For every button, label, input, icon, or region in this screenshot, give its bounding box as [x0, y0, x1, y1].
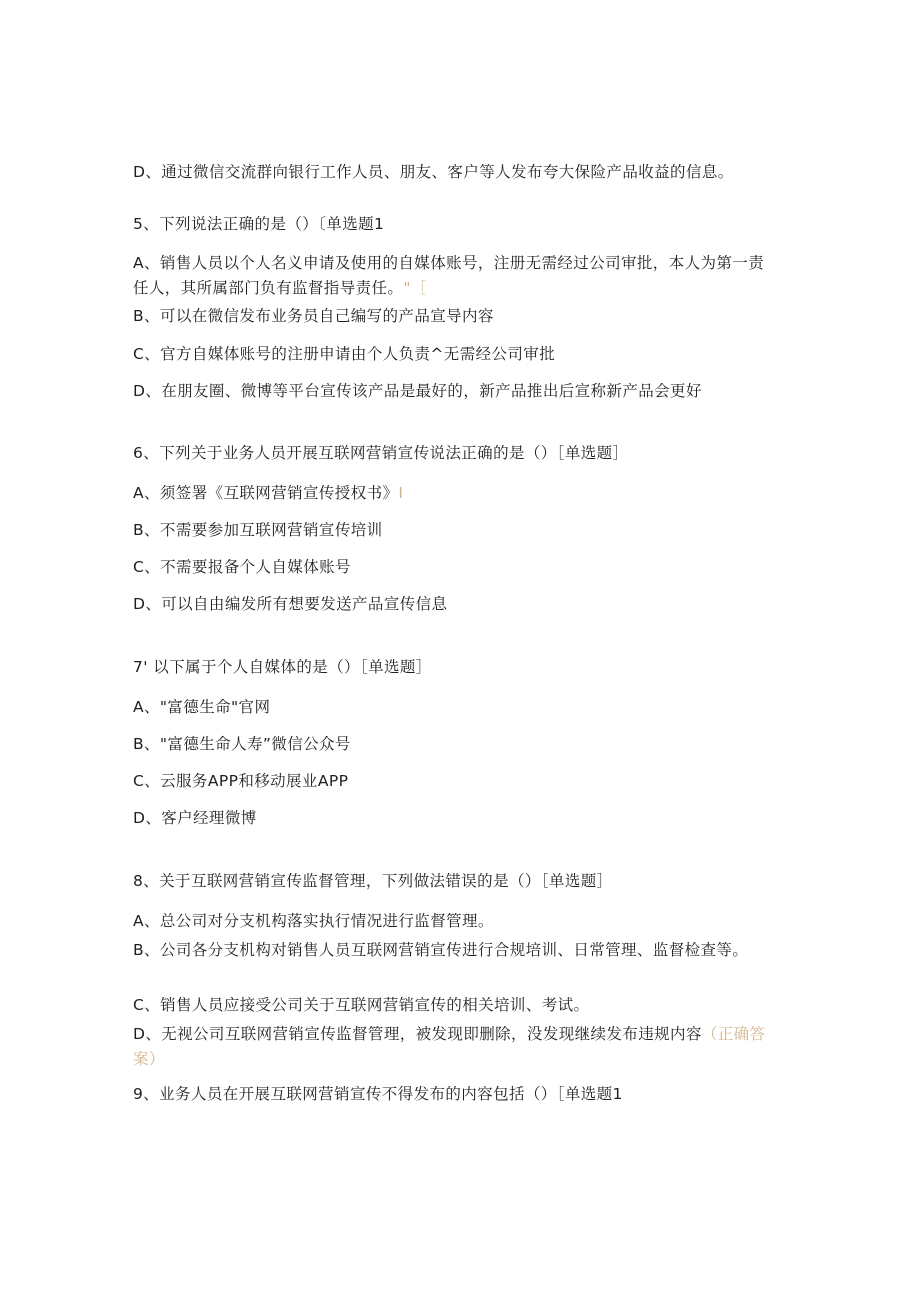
option-q8-b[interactable]: B、公司各分支机构对销售人员互联网营销宣传进行合规培训、日常管理、监督检查等。: [133, 941, 749, 959]
question-6: 6、下列关于业务人员开展互联网营销宣传说法正确的是（）［单选题］: [133, 444, 629, 462]
option-q8-d-text: D、无视公司互联网营销宣传监督管理，被发现即删除，没发现继续发布违规内容: [133, 1025, 702, 1043]
option-q7-b[interactable]: B、"富德生命人寿”微信公众号: [133, 735, 351, 753]
option-q7-d[interactable]: D、客户经理微博: [133, 809, 257, 827]
option-q6-b[interactable]: B、不需要参加互联网营销宣传培训: [133, 521, 383, 539]
option-q4-d[interactable]: D、通过微信交流群向银行工作人员、朋友、客户等人发布夸大保险产品收益的信息。: [133, 163, 734, 181]
correct-answer-mark: （正确答案）: [133, 1025, 766, 1068]
option-q8-d[interactable]: [133, 1022, 778, 1072]
question-7: 7' 以下属于个人自媒体的是（）［单选题］: [133, 658, 432, 676]
option-q5-a-mark: "［: [403, 279, 427, 297]
option-q5-c[interactable]: C、官方自媒体账号的注册申请由个人负责^无需经公司审批: [133, 345, 556, 363]
option-q8-c[interactable]: C、销售人员应接受公司关于互联网营销宣传的相关培训、考试。: [133, 996, 590, 1014]
option-q6-a-mark: I: [398, 484, 404, 502]
option-q6-a-text: A、须签署《互联网营销宣传授权书》: [133, 484, 399, 502]
option-q5-d[interactable]: D、在朋友圈、微博等平台宣传该产品是最好的，新产品推出后宣称新产品会更好: [133, 382, 702, 400]
option-q6-c[interactable]: C、不需要报备个人自媒体账号: [133, 558, 351, 576]
option-q7-c[interactable]: C、云服务APP和移动展业APP: [133, 772, 349, 790]
option-q6-a[interactable]: [133, 481, 778, 506]
option-q5-a-text: A、销售人员以个人名义申请及使用的自媒体账号，注册无需经过公司审批，本人为第一责任人，其所属部门负有监督指导责任。: [133, 254, 765, 297]
option-q7-a[interactable]: A、"富德生命"官网: [133, 698, 271, 716]
question-8: 8、关于互联网营销宣传监督管理，下列做法错误的是（）［单选题］: [133, 872, 613, 890]
option-q8-a[interactable]: A、总公司对分支机构落实执行情况进行监督管理。: [133, 912, 494, 930]
option-q5-b[interactable]: B、可以在微信发布业务员自己编写的产品宣导内容: [133, 307, 494, 325]
question-9: 9、业务人员在开展互联网营销宣传不得发布的内容包括（）［单选题1: [133, 1085, 623, 1103]
question-5: 5、下列说法正确的是（）〔单选题1: [133, 215, 385, 233]
option-q5-a[interactable]: [133, 251, 778, 301]
option-q6-d[interactable]: D、可以自由编发所有想要发送产品宣传信息: [133, 595, 448, 613]
